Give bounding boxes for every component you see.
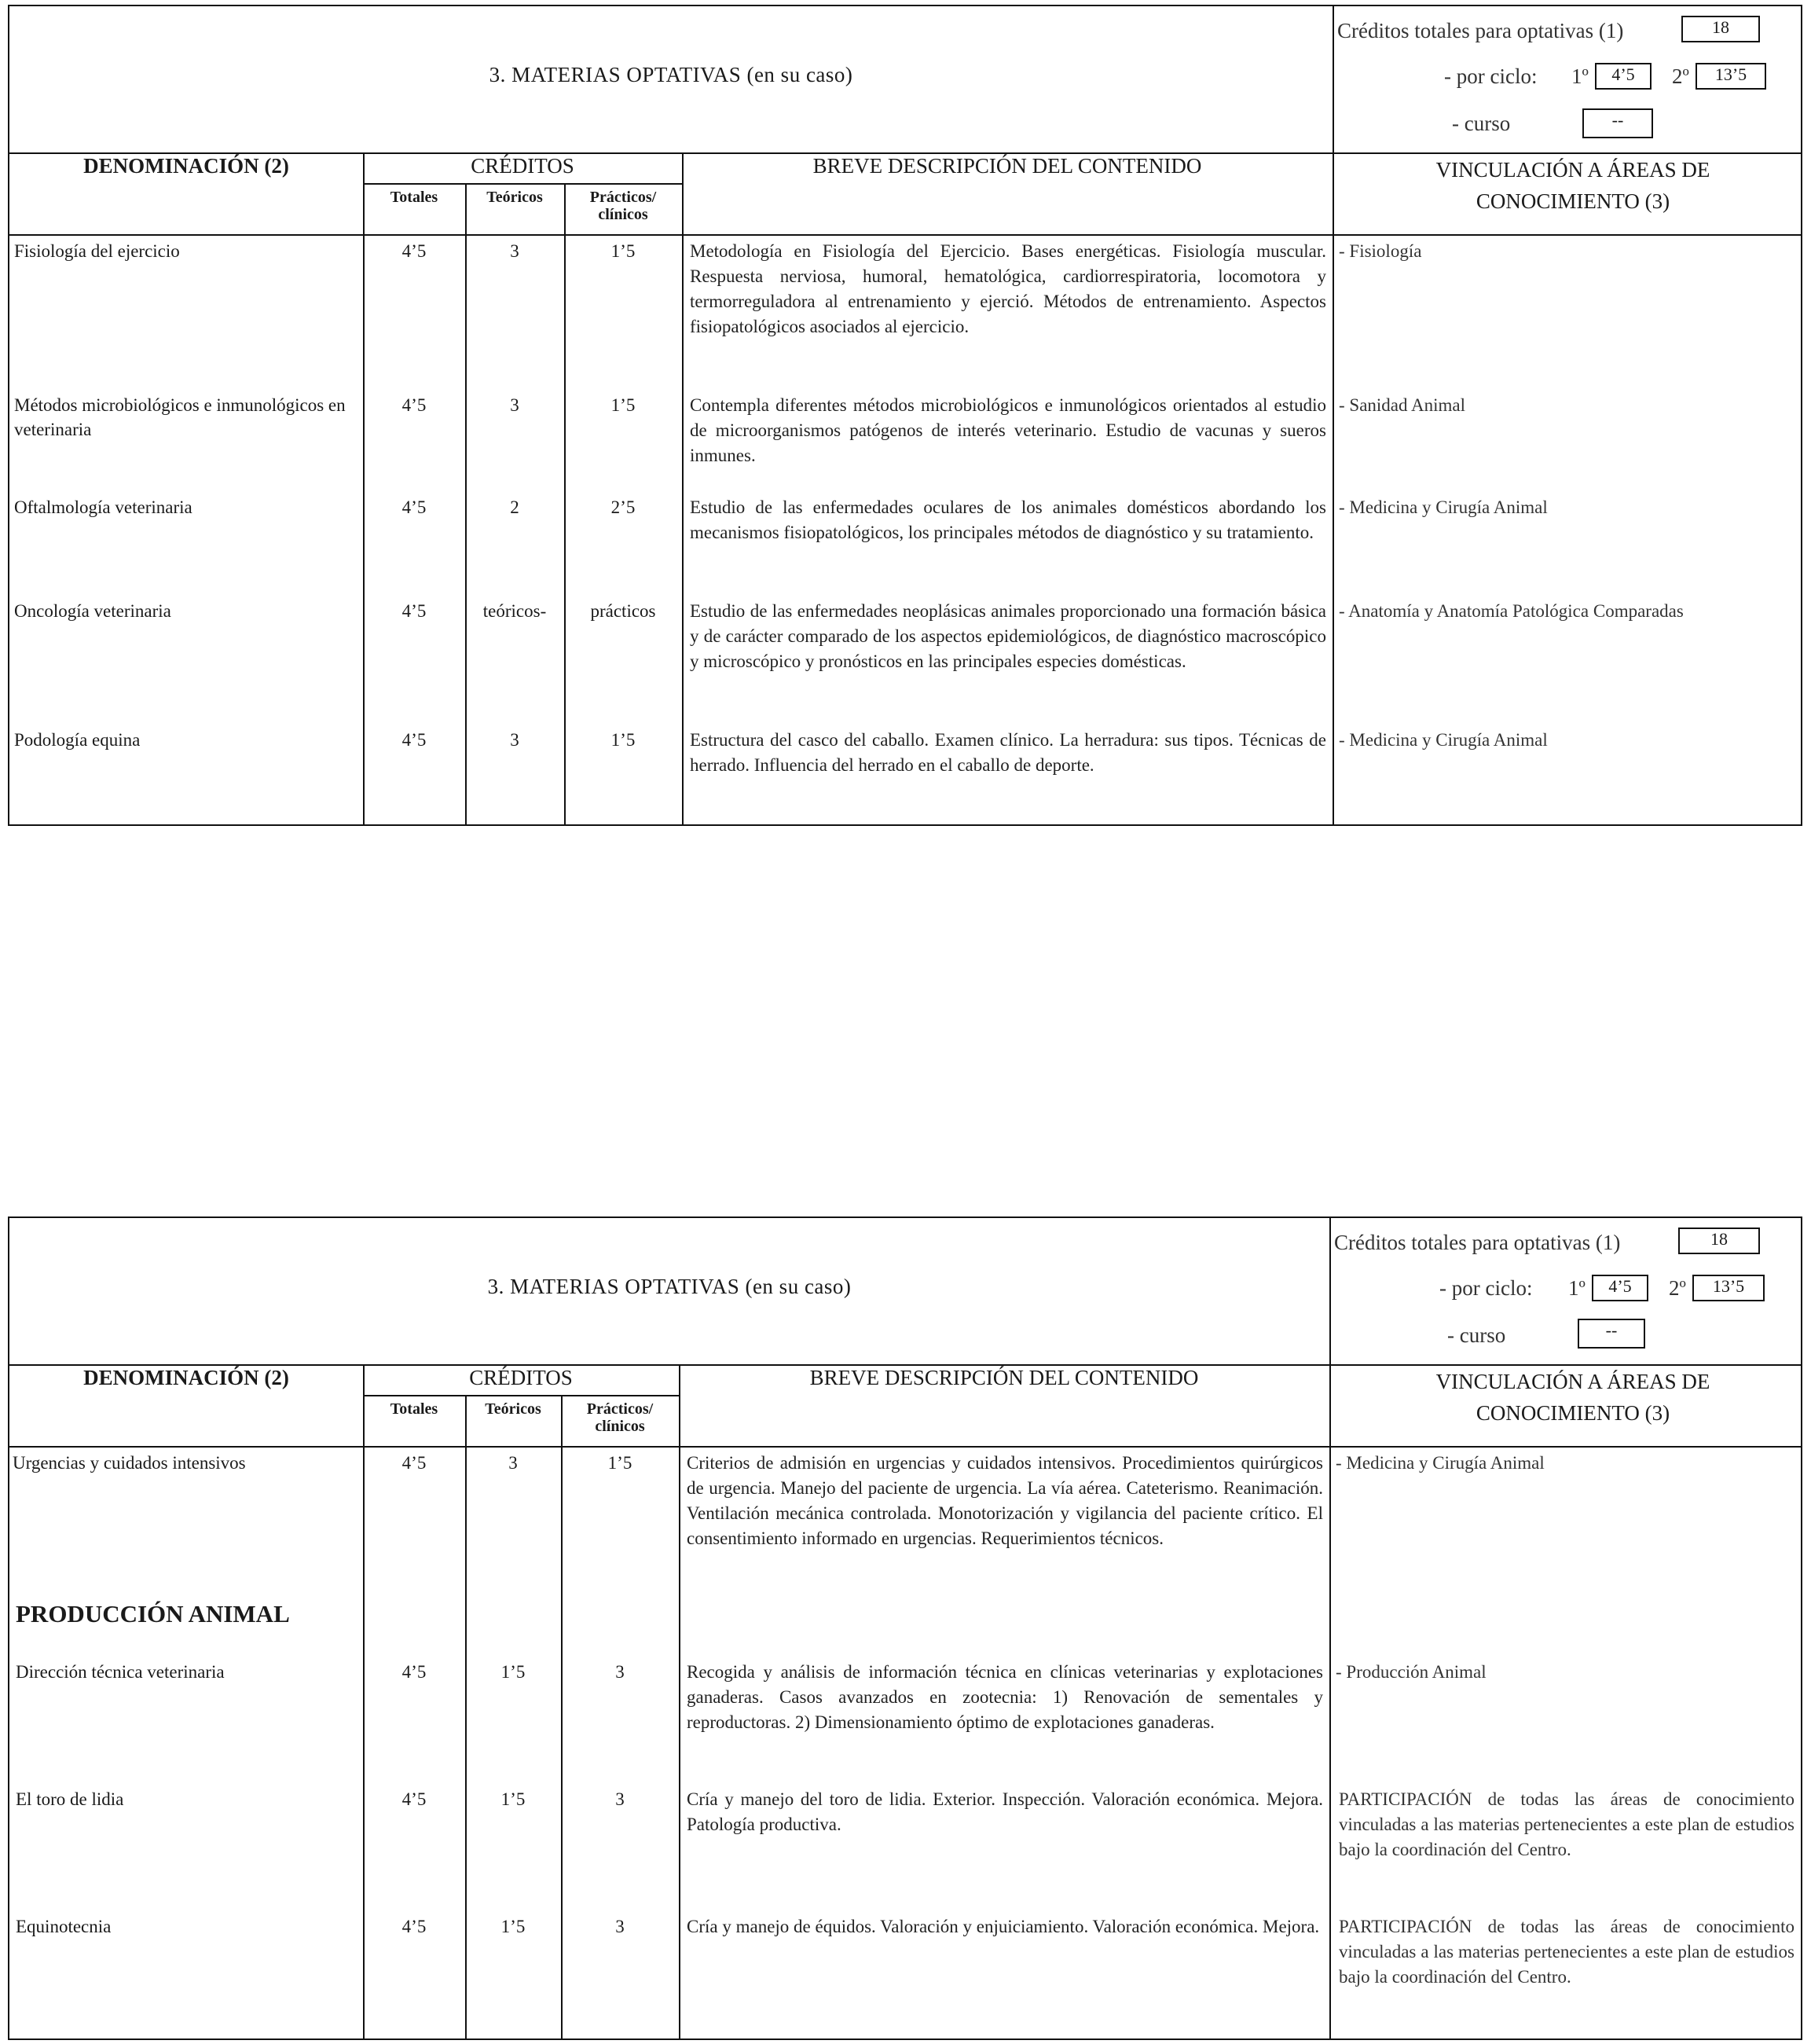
row-teoricos: 3 xyxy=(510,241,519,261)
row-description: Estructura del casco del caballo. Examen clínico. La herradura: sus tipos. Técnicas de herrado. Influencia del herrado en el caballo de deporte. xyxy=(690,730,1326,775)
row-name: Dirección técnica veterinaria xyxy=(16,1662,225,1682)
row-description: Estudio de las enfermedades oculares de los animales domésticos abordando los mecanismos fisiopatológicos, los principales métodos de diagnóstico y su tratamiento. xyxy=(690,497,1326,542)
header-creditos: CRÉDITOS xyxy=(469,1366,573,1389)
row-name: Podología equina xyxy=(14,730,141,750)
row-area: - Medicina y Cirugía Animal xyxy=(1336,1453,1545,1473)
header-totales: Totales xyxy=(390,1400,438,1418)
optativas-table-1 xyxy=(8,5,1802,826)
row-description: Criterios de admisión en urgencias y cuidados intensivos. Procedimientos quirúrgicos de urgencia. Manejo del paciente de urgencia. La vía aérea. Cateterismo. Reanimación. Ventilación mecánica controlada. Monotorización y vigilancia del paciente crítico. El consentimiento informado en urgencias. Requerimientos técnicos. xyxy=(687,1453,1323,1548)
row-practicos: 1’5 xyxy=(610,241,636,261)
cycle2-box: 13’5 xyxy=(1692,1275,1765,1301)
cycle1-label: 1º xyxy=(1568,1276,1586,1300)
row-practicos: 1’5 xyxy=(610,730,636,750)
course-box: -- xyxy=(1578,1319,1645,1349)
row-name: Oncología veterinaria xyxy=(14,601,171,621)
course-label: - curso xyxy=(1447,1323,1506,1347)
row-area: PARTICIPACIÓN de todas las áreas de conocimiento vinculadas a las materias pertenecientes a este plan de estudios bajo la coordinación del Centro. xyxy=(1339,1917,1795,1987)
header-descripcion: BREVE DESCRIPCIÓN DEL CONTENIDO xyxy=(812,154,1202,178)
row-area: - Fisiología xyxy=(1339,241,1422,261)
row-totales: 4’5 xyxy=(401,1662,427,1682)
row-practicos: 2’5 xyxy=(610,497,636,517)
cycle-label: - por ciclo: xyxy=(1439,1276,1533,1300)
row-name: Equinotecnia xyxy=(16,1917,112,1936)
row-totales: 4’5 xyxy=(401,497,427,517)
cycle-label: - por ciclo: xyxy=(1444,64,1538,88)
header-totales: Totales xyxy=(390,189,438,206)
header-teoricos: Teóricos xyxy=(486,189,543,206)
header-practicos: Prácticos/ clínicos xyxy=(586,1400,654,1435)
row-area: - Producción Animal xyxy=(1336,1662,1487,1682)
header-teoricos: Teóricos xyxy=(485,1400,541,1418)
section-heading: PRODUCCIÓN ANIMAL xyxy=(16,1600,290,1627)
row-totales: 4’5 xyxy=(401,241,427,261)
cycle1-label: 1º xyxy=(1571,64,1589,88)
cycle1-box: 4’5 xyxy=(1595,63,1652,90)
row-totales: 4’5 xyxy=(401,1917,427,1936)
row-teoricos: 1’5 xyxy=(500,1917,526,1936)
cycle1-box: 4’5 xyxy=(1592,1275,1648,1301)
row-description: Contempla diferentes métodos microbiológicos e inmunológicos orientados al estudio de microorganismos patógenos de interés veterinario. Estudio de vacunas y sueros inmunes. xyxy=(690,395,1326,465)
row-practicos: prácticos xyxy=(590,601,656,621)
cycle2-box: 13’5 xyxy=(1696,63,1766,90)
row-name: Fisiología del ejercicio xyxy=(14,241,180,261)
row-teoricos: 1’5 xyxy=(500,1789,526,1809)
row-totales: 4’5 xyxy=(401,601,427,621)
row-teoricos: 2 xyxy=(510,497,519,517)
cycle2-label: 2º xyxy=(1672,64,1689,88)
row-area: - Anatomía y Anatomía Patológica Comparadas xyxy=(1339,601,1684,621)
credits-total-box: 18 xyxy=(1678,1228,1760,1254)
header-vinculacion: VINCULACIÓN A ÁREAS DE CONOCIMIENTO (3) xyxy=(1435,158,1710,213)
credits-total-box: 18 xyxy=(1681,16,1760,42)
row-name: Urgencias y cuidados intensivos xyxy=(13,1453,246,1473)
header-creditos: CRÉDITOS xyxy=(471,154,574,178)
section-title: 3. MATERIAS OPTATIVAS (en su caso) xyxy=(487,1275,852,1298)
row-totales: 4’5 xyxy=(401,730,427,750)
row-description: Estudio de las enfermedades neoplásicas animales proporcionado una formación básica y de carácter comparado de los aspectos epidemiológicos, de diagnóstico macroscópico y microscópico y pronósticos en las principales especies domésticas. xyxy=(690,601,1326,671)
header-denominacion: DENOMINACIÓN (2) xyxy=(83,1366,289,1389)
row-totales: 4’5 xyxy=(401,1789,427,1809)
course-box: -- xyxy=(1582,108,1653,138)
header-practicos: Prácticos/ clínicos xyxy=(589,189,657,223)
credits-total-label: Créditos totales para optativas (1) xyxy=(1337,19,1624,42)
row-totales: 4’5 xyxy=(401,395,427,415)
row-teoricos: 3 xyxy=(510,730,519,750)
cycle2-label: 2º xyxy=(1669,1276,1686,1300)
optativas-table-2 xyxy=(8,1216,1802,2040)
row-teoricos: teóricos- xyxy=(482,601,547,621)
credits-total-label: Créditos totales para optativas (1) xyxy=(1334,1231,1621,1254)
row-practicos: 3 xyxy=(615,1789,625,1809)
course-label: - curso xyxy=(1452,112,1511,135)
row-practicos: 1’5 xyxy=(607,1453,632,1473)
row-teoricos: 3 xyxy=(510,395,519,415)
row-totales: 4’5 xyxy=(401,1453,427,1473)
row-name: El toro de lidia xyxy=(16,1789,124,1809)
row-practicos: 1’5 xyxy=(610,395,636,415)
section-title: 3. MATERIAS OPTATIVAS (en su caso) xyxy=(489,63,853,86)
row-practicos: 3 xyxy=(615,1917,625,1936)
row-area: PARTICIPACIÓN de todas las áreas de conocimiento vinculadas a las materias pertenecientes a este plan de estudios bajo la coordinación del Centro. xyxy=(1339,1789,1795,1859)
row-name: Métodos microbiológicos e inmunológicos en veterinaria xyxy=(14,395,346,439)
row-area: - Medicina y Cirugía Animal xyxy=(1339,497,1548,517)
row-practicos: 3 xyxy=(615,1662,625,1682)
row-area: - Sanidad Animal xyxy=(1339,395,1465,415)
row-area: - Medicina y Cirugía Animal xyxy=(1339,730,1548,750)
header-denominacion: DENOMINACIÓN (2) xyxy=(83,154,289,178)
row-teoricos: 1’5 xyxy=(500,1662,526,1682)
row-description: Cría y manejo del toro de lidia. Exterior. Inspección. Valoración económica. Mejora. Patología productiva. xyxy=(687,1789,1323,1834)
header-vinculacion: VINCULACIÓN A ÁREAS DE CONOCIMIENTO (3) xyxy=(1435,1370,1710,1425)
row-description: Cría y manejo de équidos. Valoración y enjuiciamiento. Valoración económica. Mejora. xyxy=(687,1917,1320,1936)
row-description: Metodología en Fisiología del Ejercicio. Bases energéticas. Fisiología muscular. Respuesta nerviosa, humoral, hematológica, cardiorrespiratoria, locomotora y termorreguladora al entrenamiento y ejerció. Métodos de entrenamiento. Aspectos fisiopatológicos asociados al ejercicio. xyxy=(690,241,1326,336)
row-teoricos: 3 xyxy=(508,1453,518,1473)
row-description: Recogida y análisis de información técnica en clínicas veterinarias y explotaciones ganaderas. Casos avanzados en zootecnia: 1) Renovación de sementales y reproductoras. 2) Dimensionamiento óptimo de explotaciones ganaderas. xyxy=(687,1662,1323,1732)
header-descripcion: BREVE DESCRIPCIÓN DEL CONTENIDO xyxy=(809,1366,1199,1389)
row-name: Oftalmología veterinaria xyxy=(14,497,192,517)
